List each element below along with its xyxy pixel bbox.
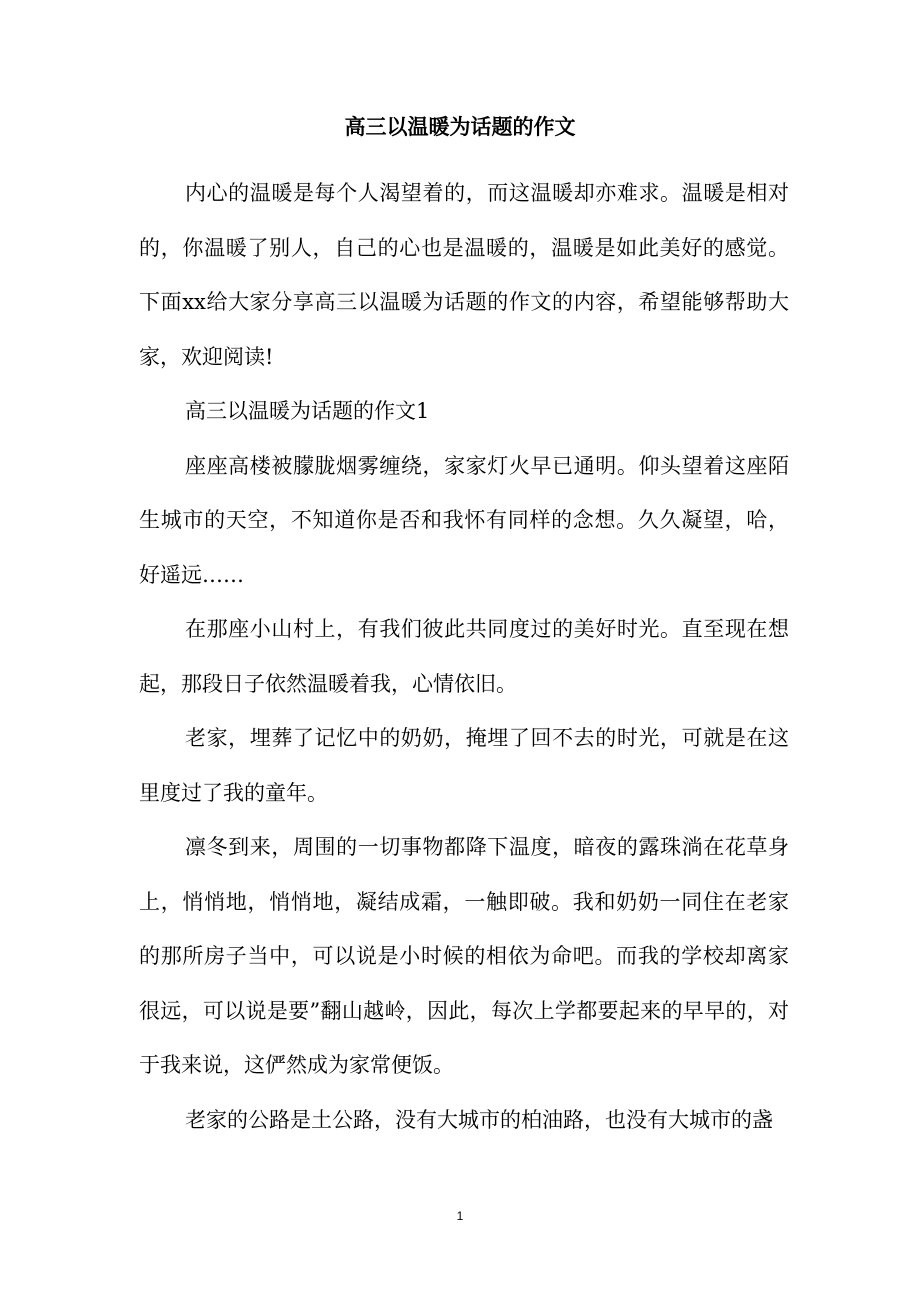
paragraph: 老家，埋葬了记忆中的奶奶，掩埋了回不去的时光，可就是在这里度过了我的童年。 [139, 726, 789, 805]
document-title: 高三以温暖为话题的作文 [344, 114, 576, 139]
page-number: 1 [456, 1209, 464, 1223]
section-heading: 高三以温暖为话题的作文1 [185, 399, 430, 423]
paragraph: 凛冬到来，周围的一切事物都降下温度，暗夜的露珠淌在花草身上，悄悄地，悄悄地，凝结成霜，一触即破。我和奶奶一同住在老家的那所房子当中，可以说是小时候的相依为命吧。而我的学校却离家很远，可以说是要”翻山越岭，因此，每次上学都要起来的早早的，对于我来说，这俨然成为家常便饭。 [139, 835, 789, 1077]
paragraph-intro: 内心的温暖是每个人渴望着的，而这温暖却亦难求。温暖是相对的，你温暖了别人，自己的心也是温暖的，温暖是如此美好的感觉。下面xx给大家分享高三以温暖为话题的作文的内容，希望能够帮助大家，欢迎阅读! [139, 181, 789, 369]
paragraph: 座座高楼被朦胧烟雾缠绕，家家灯火早已通明。仰头望着这座陌生城市的天空，不知道你是否和我怀有同样的念想。久久凝望，哈，好遥远…… [139, 453, 789, 587]
document-body [139, 166, 789, 1147]
paragraph: 老家的公路是土公路，没有大城市的柏油路，也没有大城市的盏 [185, 1107, 773, 1132]
paragraph: 在那座小山村上，有我们彼此共同度过的美好时光。直至现在想起，那段日子依然温暖着我，心情依旧。 [139, 617, 789, 696]
